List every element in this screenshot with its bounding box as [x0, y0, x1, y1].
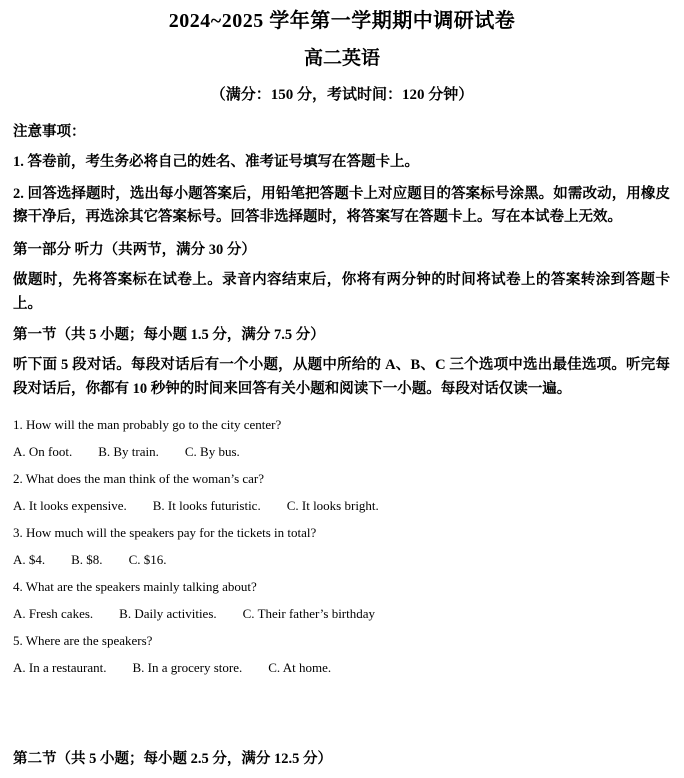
option-5-a[interactable]: A. In a restaurant.: [13, 659, 107, 675]
option-4-c[interactable]: C. Their father’s birthday: [242, 605, 376, 621]
subject-title: 高二英语: [303, 48, 380, 69]
option-1-c[interactable]: C. By bus.: [184, 443, 240, 459]
page-title: 2024~2025 学年第一学期期中调研试卷: [168, 10, 516, 32]
exam-body: [0, 105, 684, 676]
question-options-5: [13, 649, 670, 676]
option-3-a[interactable]: A. $4.: [13, 551, 46, 567]
option-5-c[interactable]: C. At home.: [268, 659, 332, 675]
option-2-a[interactable]: A. It looks expensive.: [13, 497, 127, 513]
part-one-note: 做题时，先将答案标在试卷上。录音内容结束后，你将有两分钟的时间将试卷上的答案转涂到答题卡上。: [13, 271, 670, 312]
question-options-1: [13, 433, 670, 460]
option-4-b[interactable]: B. Daily activities.: [119, 605, 217, 621]
option-1-b[interactable]: B. By train.: [98, 443, 159, 459]
option-3-b[interactable]: B. $8.: [71, 551, 103, 567]
section-one-directions: 听下面 5 段对话。每段对话后有一个小题，从题中所给的 A、B、C 三个选项中选出最佳选项。听完每段对话后，你都有 10 秒钟的时间来回答有关小题和阅读下一小题。每段对话仅读一遍。: [13, 356, 670, 397]
question-stem-5: 5. Where are the speakers?: [13, 632, 153, 648]
question-stem-3: 3. How much will the speakers pay for the tickets in total?: [13, 524, 317, 540]
score-and-time-line: （满分：150 分，考试时间：120 分钟）: [210, 87, 474, 103]
notice-heading: 注意事项：: [13, 124, 86, 140]
option-1-a[interactable]: A. On foot.: [13, 443, 73, 459]
question-list: [13, 401, 670, 676]
question-stem-2: 2. What does the man think of the woman’s car?: [13, 470, 265, 486]
option-4-a[interactable]: A. Fresh cakes.: [13, 605, 94, 621]
question-stem-1: 1. How will the man probably go to the city center?: [13, 416, 282, 432]
option-2-c[interactable]: C. It looks bright.: [286, 497, 379, 513]
section-one-heading: 第一节（共 5 小题；每小题 1.5 分，满分 7.5 分）: [13, 326, 325, 343]
notice-item-1: 1. 答卷前，考生务必将自己的姓名、准考证号填写在答题卡上。: [13, 154, 419, 170]
option-5-b[interactable]: B. In a grocery store.: [132, 659, 243, 675]
question-options-3: [13, 541, 670, 568]
part-one-heading: 第一部分 听力（共两节，满分 30 分）: [13, 241, 256, 258]
question-stem-4: 4. What are the speakers mainly talking about?: [13, 578, 257, 594]
question-options-4: [13, 595, 670, 622]
notice-item-2: 2. 回答选择题时，选出每小题答案后，用铅笔把答题卡上对应题目的答案标号涂黑。如需改动，用橡皮擦干净后，再选涂其它答案标号。回答非选择题时，将答案写在答题卡上。写在本试卷上无效。: [13, 185, 670, 225]
question-options-2: [13, 487, 670, 514]
option-2-b[interactable]: B. It looks futuristic.: [152, 497, 261, 513]
option-3-c[interactable]: C. $16.: [128, 551, 167, 567]
section-two-heading: 第二节（共 5 小题；每小题 2.5 分，满分 12.5 分）: [13, 750, 332, 767]
